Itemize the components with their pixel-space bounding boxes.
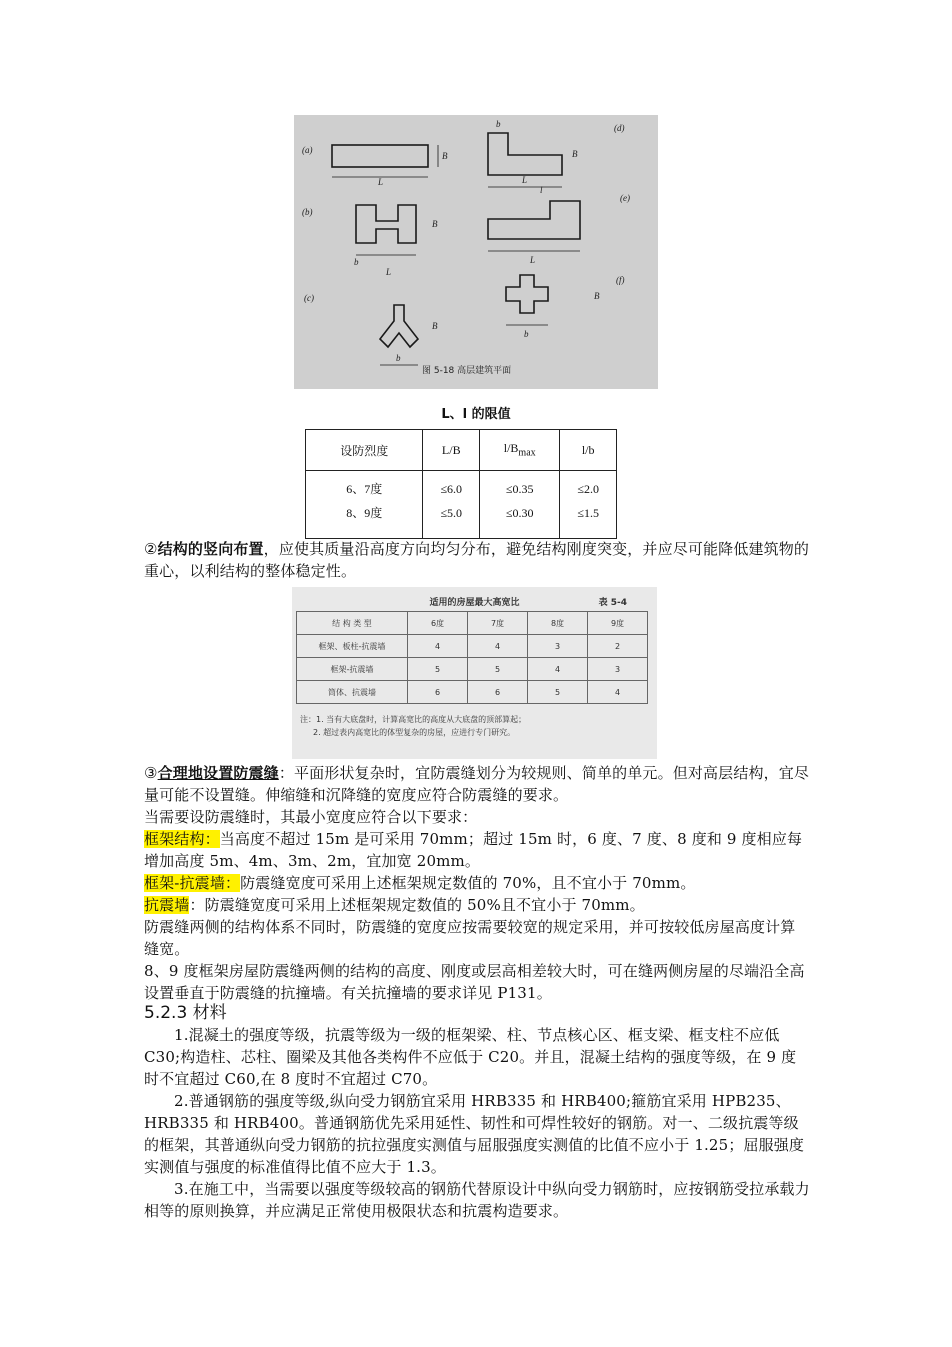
col-header-intensity: 设防烈度: [306, 430, 423, 471]
dim-B-d: B: [572, 149, 578, 159]
paragraph-frame-wall: 框架-抗震墙：防震缝宽度可采用上述框架规定数值的 70%，且不宜小于 70mm。: [144, 874, 696, 892]
col-header-l-Bmax: $l/B_{max}$: [480, 430, 560, 471]
table-5-4-number: 表 5-4: [598, 598, 627, 608]
paragraph-different-systems: 防震缝两侧的结构体系不同时，防震缝的宽度应按需要较宽的规定采用，并可按较低房屋高度计算缝宽。: [144, 918, 796, 958]
dim-L-e: L: [530, 255, 536, 265]
dim-l-e: l: [540, 185, 543, 195]
paragraph-vertical-layout: ②结构的竖向布置，应使其质量沿高度方向均匀分布，避免结构刚度突变，并应尽可能降低建筑物的重心，以利结构的整体稳定性。: [144, 540, 810, 580]
panel-label-d: (d): [614, 123, 625, 133]
cell-L-B: ≤6.0 ≤5.0: [423, 471, 480, 539]
table-5-4: [292, 587, 657, 759]
limits-row-group: [306, 471, 617, 539]
dim-Bmax-f: B: [594, 291, 600, 301]
cell-l-b: ≤2.0 ≤1.5: [560, 471, 617, 539]
panel-label-f: (f): [616, 275, 625, 285]
paragraph-material-2: 2.普通钢筋的强度等级,纵向受力钢筋宜采用 HRB335 和 HRB400;箍筋宜采用 HPB235、HRB335 和 HRB400。普通钢筋优先采用延性、韧性和可焊性较好的钢筋。对一、二级抗震等级的框架，其普通纵向受力钢筋的抗拉强度实测值与屈服强度实测值的比值不应小于 1.25；屈服强度实测值与强度的标准值得比值不应大于 1.3。: [144, 1092, 805, 1176]
panel-label-a: (a): [302, 145, 313, 155]
t54-header-7: 7度: [468, 612, 528, 635]
paragraph-shear-wall: 抗震墙：防震缝宽度可采用上述框架规定数值的 50%且不宜小于 70mm。: [144, 896, 645, 914]
dim-b-c: b: [396, 353, 401, 363]
dim-L-b: L: [386, 267, 392, 277]
paragraph-grade-8-9: 8、9 度框架房屋防震缝两侧的结构的高度、刚度或层高相差较大时，可在缝两侧房屋的尽端沿全高设置垂直于防震缝的抗撞墙。有关抗撞墙的要求详见 P131。: [144, 962, 805, 1002]
table-row: 框架-抗震墙 5 5 4 3: [297, 658, 648, 681]
dim-B-a: B: [442, 151, 448, 161]
cell-intensity: 6、7度 8、9度: [306, 471, 423, 539]
limits-table: [305, 429, 617, 539]
panel-label-e: (e): [620, 193, 630, 203]
figure-caption: 图 5-18 高层建筑平面: [422, 366, 512, 376]
shape-f: [506, 275, 548, 313]
dim-L-d: L: [522, 175, 528, 185]
paragraph-material-3: 3.在施工中，当需要以强度等级较高的钢筋代替原设计中纵向受力钢筋时，应按钢筋受拉承载力相等的原则换算，并应满足正常使用极限状态和抗震构造要求。: [144, 1180, 810, 1220]
t54-header-type: 结 构 类 型: [297, 612, 408, 635]
limits-table-title: L、l 的限值: [441, 407, 511, 422]
label-shear-wall-highlight: 抗震墙: [144, 896, 190, 914]
table-row: 筒体、抗震墙 6 6 5 4: [297, 681, 648, 704]
dim-L-a: L: [378, 177, 384, 187]
table-row: 框架、板柱-抗震墙 4 4 3 2: [297, 635, 648, 658]
panel-label-b: (b): [302, 207, 313, 217]
t54-header-8: 8度: [528, 612, 588, 635]
shape-d: [488, 133, 562, 175]
table-5-4-title: 适用的房屋最大高宽比: [429, 598, 520, 608]
t54-header-9: 9度: [588, 612, 648, 635]
col-header-l-b: l/b: [560, 430, 617, 471]
paragraph-frame: 框架结构：当高度不超过 15m 是可采用 70mm；超过 15m 时，6 度、7 度、8 度和 9 度相应每增加高度 5m、4m、3m、2m，宜加宽 20mm。: [144, 830, 803, 870]
table-5-4-notes: 注：1. 当有大底盘时，计算高宽比的高度从大底盘的顶部算起； 2. 超过表内高宽比的体型复杂的房屋，应进行专门研究。: [300, 715, 527, 737]
cell-l-Bmax: ≤0.35 ≤0.30: [480, 471, 560, 539]
dim-b-b: b: [354, 257, 359, 267]
t54-header-6: 6度: [408, 612, 468, 635]
dim-B-b: B: [432, 219, 438, 229]
label-frame-wall-highlight: 框架-抗震墙：: [144, 874, 241, 892]
dim-b-d: b: [496, 119, 501, 129]
section-heading: 5.2.3 材料: [144, 1003, 227, 1023]
paragraph-seismic-joint: ③合理地设置防震缝：平面形状复杂时，宜防震缝划分为较规则、简单的单元。但对高层结构，宜尽量可能不设置缝。伸缩缝和沉降缝的宽度应符合防震缝的要求。: [144, 764, 810, 804]
shape-e: [488, 201, 580, 239]
dim-b-f: b: [524, 329, 529, 339]
paragraph-material-1: 1.混凝土的强度等级，抗震等级为一级的框架梁、柱、节点核心区、框支梁、框支柱不应低 C30;构造柱、芯柱、圈梁及其他各类构件不应低于 C20。并且，混凝土结构的强度等级，在 9 度时不宜超过 C60,在 8 度时不宜超过 C70。: [144, 1026, 797, 1088]
panel-label-c: (c): [304, 293, 314, 303]
figure-5-18: [294, 115, 658, 389]
label-frame-highlight: 框架结构：: [144, 830, 220, 848]
shape-a-rect: [332, 145, 428, 167]
plan-shapes-diagram: [294, 115, 658, 389]
dim-Bmax-c: B: [432, 321, 438, 331]
paragraph-requirements: 当需要设防震缝时，其最小宽度应符合以下要求：: [144, 808, 478, 826]
col-header-L-B: L/B: [423, 430, 480, 471]
shape-c: [380, 305, 418, 347]
shape-b: [356, 205, 416, 243]
